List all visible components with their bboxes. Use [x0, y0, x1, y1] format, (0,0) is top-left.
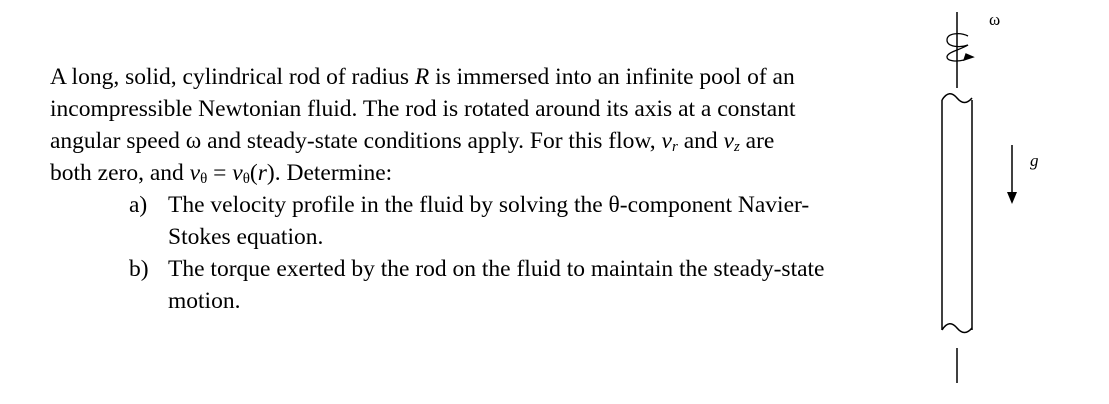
gravity-label: g — [1030, 151, 1039, 170]
text-segment: is immersed into an infinite pool of an — [429, 64, 795, 90]
task-text-line: The velocity profile in the fluid by solving the θ-component Navier- — [168, 192, 810, 218]
task-marker: b) — [129, 256, 149, 282]
text-segment: are — [739, 128, 775, 154]
problem-line-2: incompressible Newtonian fluid. The rod is rotated around its axis at a constant — [50, 96, 796, 122]
r-symbol: r — [257, 160, 267, 186]
text-segment: A long, solid, cylindrical rod of radius — [50, 64, 415, 90]
text-segment: ( — [249, 160, 258, 186]
text-segment: angular speed ω and steady-state conditions apply. For this flow, — [50, 128, 662, 154]
cylinder-rod — [942, 94, 972, 333]
rod-diagram — [900, 0, 1109, 399]
task-text-line: The torque exerted by the rod on the fluid to maintain the steady-state — [168, 256, 825, 282]
text-segment: both zero, and — [50, 160, 190, 186]
problem-statement — [50, 61, 930, 317]
task-item-a — [50, 189, 930, 253]
task-marker: a) — [129, 192, 148, 218]
velocity-symbol: v — [661, 128, 672, 154]
problem-line-1 — [50, 61, 930, 93]
velocity-symbol: v — [723, 128, 734, 154]
subscript-z: z — [733, 139, 740, 155]
task-text-line: Stokes equation. — [168, 224, 324, 250]
subscript-theta: θ — [242, 171, 250, 187]
task-text-line: motion. — [168, 288, 241, 314]
omega-label: ω — [989, 10, 1001, 29]
rotation-arrow-icon — [947, 34, 973, 61]
text-segment: ). Determine: — [266, 160, 393, 186]
task-list — [50, 189, 930, 317]
gravity-arrow-icon — [1007, 145, 1017, 204]
rod-figure — [900, 0, 1109, 399]
subscript-theta: θ — [200, 171, 208, 187]
text-segment: and — [677, 128, 724, 154]
velocity-symbol: v — [189, 160, 201, 186]
text-segment: = — [207, 160, 233, 186]
velocity-symbol: v — [232, 160, 243, 186]
problem-line-3 — [50, 125, 930, 157]
problem-line-4 — [50, 157, 930, 189]
subscript-r: r — [671, 139, 678, 155]
task-item-b — [50, 253, 930, 317]
radius-symbol: R — [414, 64, 430, 90]
